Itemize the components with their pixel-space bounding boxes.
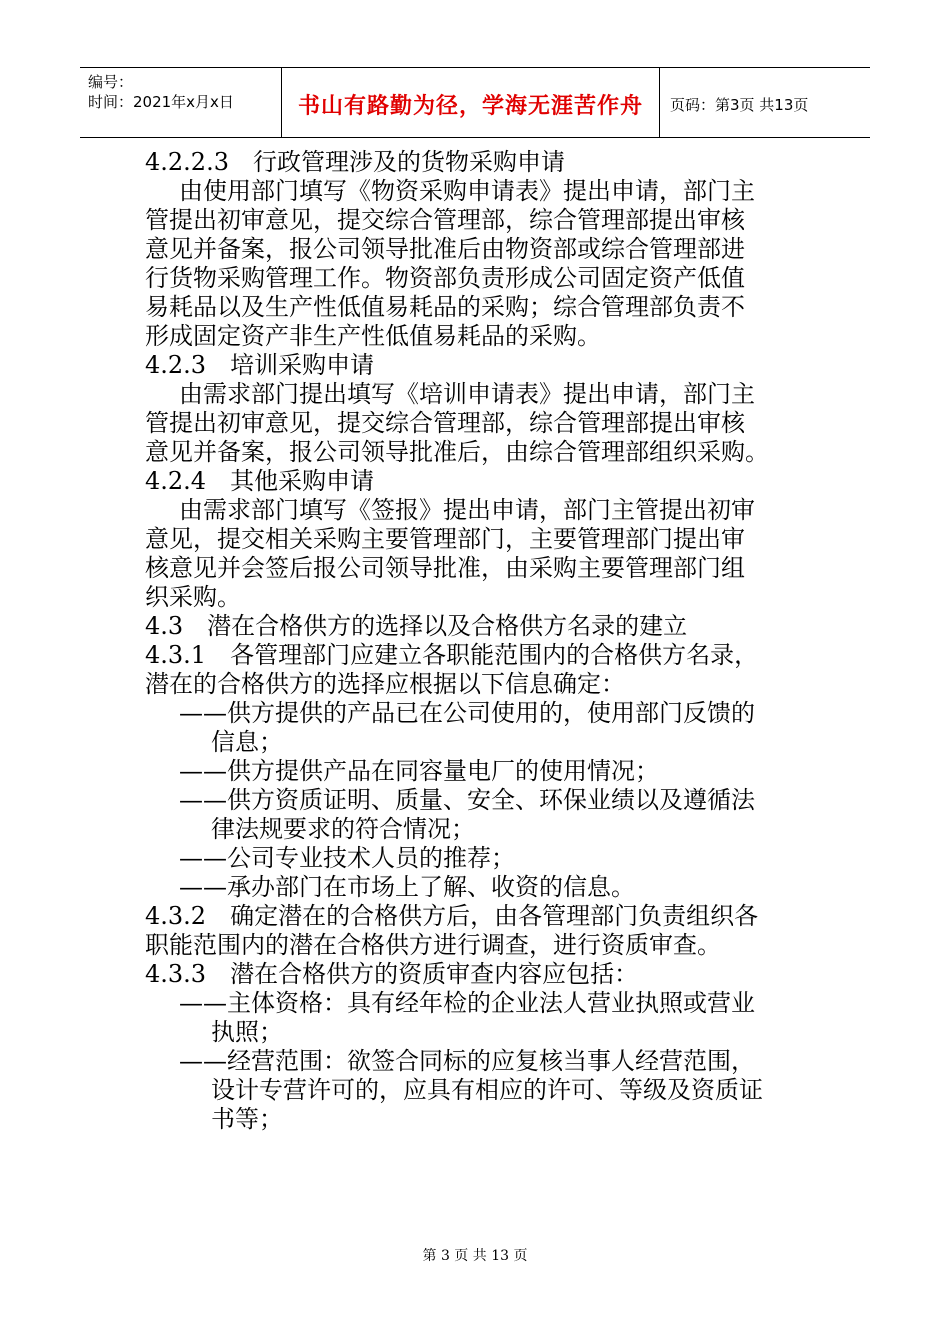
paragraph-line: 行货物采购管理工作。物资部负责形成公司固定资产低值	[145, 264, 745, 292]
list-item: ——主体资格：具有经年检的企业法人营业执照或营业	[179, 989, 755, 1017]
list-item: ——供方提供的产品已在公司使用的，使用部门反馈的	[179, 699, 755, 727]
paragraph-line: 职能范围内的潜在合格供方进行调查，进行资质审查。	[145, 931, 721, 959]
paragraph-line: 潜在的合格供方的选择应根据以下信息确定：	[145, 670, 625, 698]
list-item-continuation: 书等；	[211, 1105, 283, 1133]
paragraph-line: 意见，提交相关采购主要管理部门，主要管理部门提出审	[145, 525, 745, 553]
paragraph-line: 管提出初审意见，提交综合管理部，综合管理部提出审核	[145, 409, 745, 437]
header-meta	[80, 68, 282, 137]
section-heading-4-3-3: 4.3.3 潜在合格供方的资质审查内容应包括：	[145, 960, 639, 988]
list-item: ——经营范围：欲签合同标的应复核当事人经营范围，	[179, 1047, 755, 1075]
page-header	[80, 67, 870, 138]
list-item: ——供方提供产品在同容量电厂的使用情况；	[179, 757, 659, 785]
list-item: ——供方资质证明、质量、安全、环保业绩以及遵循法	[179, 786, 755, 814]
header-motto: 书山有路勤为径，学海无涯苦作舟	[282, 68, 660, 137]
list-item: ——承办部门在市场上了解、收资的信息。	[179, 873, 635, 901]
document-time-label: 时间：2021年x月x日	[88, 93, 234, 111]
header-page-info: 页码：第3页 共13页	[670, 96, 809, 114]
paragraph-line: 核意见并会签后报公司领导批准，由采购主要管理部门组	[145, 554, 745, 582]
paragraph-line: 意见并备案，报公司领导批准后由物资部或综合管理部进	[145, 235, 745, 263]
list-item-continuation: 设计专营许可的，应具有相应的许可、等级及资质证	[211, 1076, 763, 1104]
paragraph-line: 由需求部门填写《签报》提出申请，部门主管提出初审	[179, 496, 755, 524]
paragraph-line: 管提出初审意见，提交综合管理部，综合管理部提出审核	[145, 206, 745, 234]
section-heading-4-3: 4.3 潜在合格供方的选择以及合格供方名录的建立	[145, 612, 688, 640]
list-item: ——公司专业技术人员的推荐；	[179, 844, 515, 872]
document-number-label: 编号：	[88, 73, 134, 91]
section-heading-4-2-4: 4.2.4 其他采购申请	[145, 467, 375, 495]
paragraph-line: 易耗品以及生产性低值易耗品的采购；综合管理部负责不	[145, 293, 745, 321]
list-item-continuation: 律法规要求的符合情况；	[211, 815, 475, 843]
section-heading-4-3-2: 4.3.2 确定潜在的合格供方后，由各管理部门负责组织各	[145, 902, 759, 930]
page-footer: 第 3 页 共 13 页	[422, 1248, 528, 1264]
paragraph-line: 形成固定资产非生产性低值易耗品的采购。	[145, 322, 601, 350]
paragraph-line: 织采购。	[145, 583, 241, 611]
list-item-continuation: 信息；	[211, 728, 283, 756]
section-heading-4-2-3: 4.2.3 培训采购申请	[145, 351, 375, 379]
section-heading-4-2-2-3: 4.2.2.3 行政管理涉及的货物采购申请	[145, 148, 565, 176]
list-item-continuation: 执照；	[211, 1018, 283, 1046]
document-body	[145, 148, 810, 1134]
paragraph-line: 由需求部门提出填写《培训申请表》提出申请，部门主	[179, 380, 755, 408]
section-heading-4-3-1: 4.3.1 各管理部门应建立各职能范围内的合格供方名录，	[145, 641, 759, 669]
paragraph-line: 意见并备案，报公司领导批准后，由综合管理部组织采购。	[145, 438, 769, 466]
paragraph-line: 由使用部门填写《物资采购申请表》提出申请，部门主	[179, 177, 755, 205]
